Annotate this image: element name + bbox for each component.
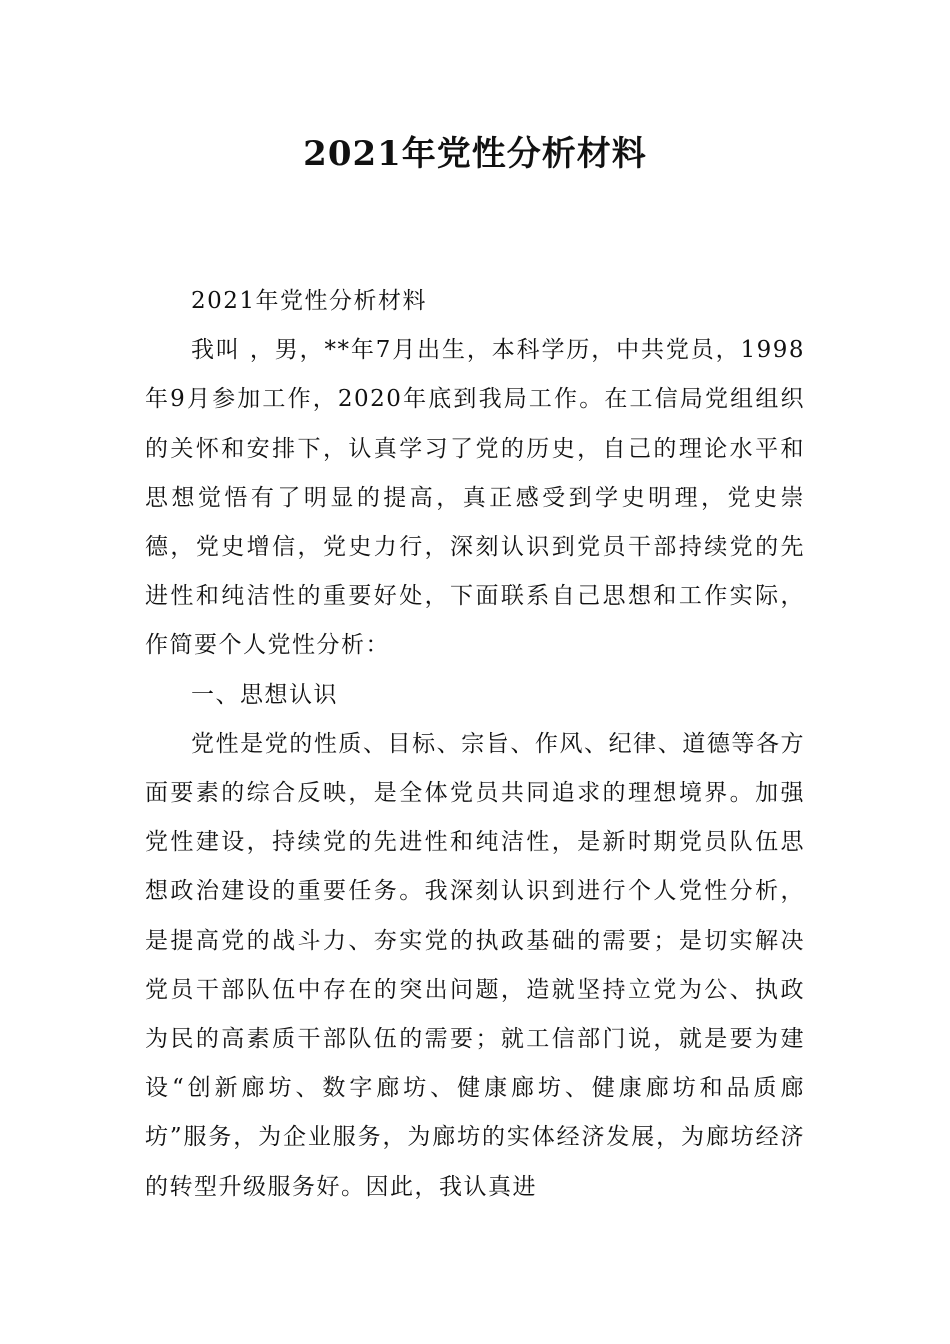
paragraph-subtitle: 2021年党性分析材料 bbox=[191, 288, 428, 314]
document-body bbox=[145, 277, 805, 1212]
document-title: 2021年党性分析材料 bbox=[303, 134, 647, 174]
paragraph-thought: 党性是党的性质、目标、宗旨、作风、纪律、道德等各方面要素的综合反映，是全体党员共同追求的理想境界。加强党性建设，持续党的先进性和纯洁性，是新时期党员队伍思想政治建设的重要任务。我深刻认识到进行个人党性分析，是提高党的战斗力、夯实党的执政基础的需要；是切实解决党员干部队伍中存在的突出问题，造就坚持立党为公、执政为民的高素质干部队伍的需要；就工信部门说，就是要为建设“创新廊坊、数字廊坊、健康廊坊、健康廊坊和品质廊坊”服务，为企业服务，为廊坊的实体经济发展，为廊坊经济的转型升级服务好。因此，我认真进 bbox=[145, 730, 805, 1200]
section-heading-thought: 一、思想认识 bbox=[191, 681, 338, 708]
paragraph-intro: 我叫 ，男，**年7月出生，本科学历，中共党员，1998年9月参加工作，2020年底到我局工作。在工信局党组组织的关怀和安排下，认真学习了党的历史，自己的理论水平和思想觉悟有了明显的提高，真正感受到学史明理，党史崇德，党史增信，党史力行，深刻认识到党员干部持续党的先进性和纯洁性的重要好处，下面联系自己思想和工作实际，作简要个人党性分析： bbox=[145, 337, 805, 659]
